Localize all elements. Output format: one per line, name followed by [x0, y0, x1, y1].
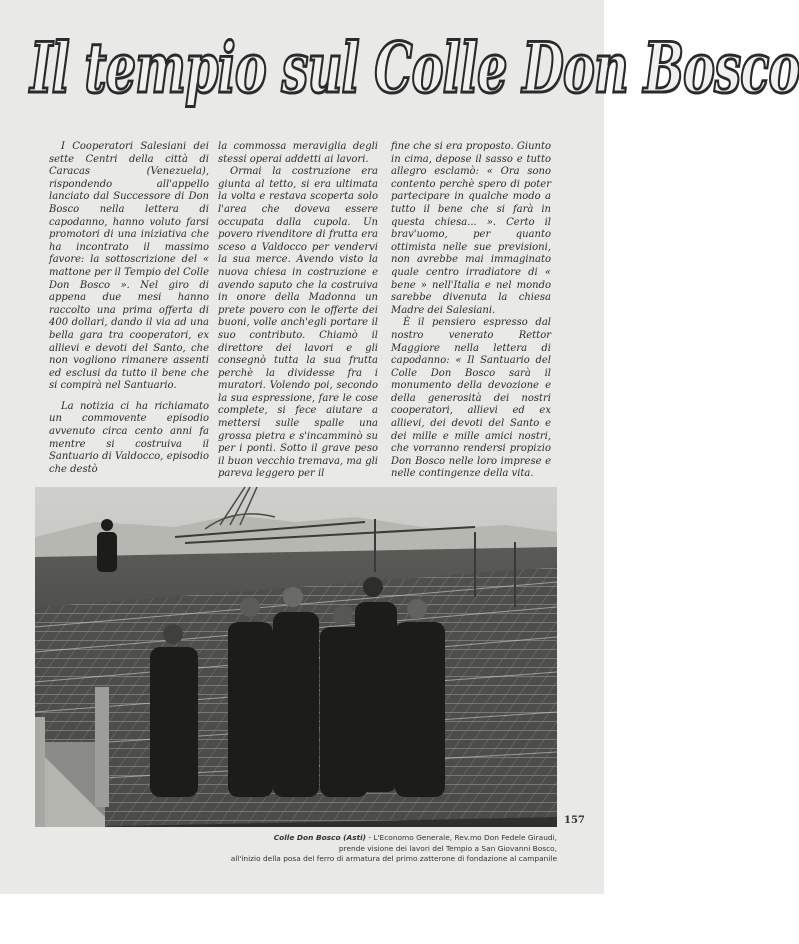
- photo-caption: [120, 833, 557, 865]
- paragraph: La notizia ci ha richiamato un commovente episodio avvenuto circa cento anni fa mentre si costruiva il Santuario di Valdocco, episodio che destò: [49, 400, 209, 475]
- paragraph: la commossa meraviglia degli stessi operai addetti ai lavori.: [218, 141, 378, 165]
- text-column-3: [391, 141, 551, 481]
- paragraph: I Cooperatori Salesiani dei sette Centri della città di Caracas (Venezuela), rispondendo all'appello lanciato dal Successore di Don Bosco nella lettera di capodanno, hanno voluto farsi promotori di una iniziativa che ha incontrato il massimo favore: la sottoscrizione del « mattone per il Tempio del Colle Don Bosco ». Nel giro di appena due mesi hanno raccolto una prima offerta di 400 dollari, dando il via ad una bella gara tra cooperatori, ex allievi e devoti del Santo, che non vogliono rimanere assenti ed esclusi da tutto il bene che si compirà nel Santuario.: [49, 141, 209, 392]
- paragraph: Ormai la costruzione era giunta al tetto, si era ultimata la volta e restava scoperta solo l'area che doveva essere occupata dalla cupola. Un povero rivenditore di frutta era sceso a Valdocco per vendervi la sua merce. Avendo visto la nuova chiesa in costruzione e avendo saputo che la costruiva in onore della Madonna un prete povero con le offerte dei buoni, volle anch'egli portare il suo contributo. Chiamò il direttore dei lavori e gli consegnò tutta la sua frutta perchè la dividesse fra i muratori. Volendo poi, secondo la sua espressione, fare le cose complete, si fece aiutare a mettersi sulle spalle una grossa pietra e s'incamminò su per i ponti. Sotto il grave peso il buon vecchio tremava, ma gli pareva leggero per il: [218, 166, 378, 480]
- paragraph: È il pensiero espresso dal nostro venerato Rettor Maggiore nella lettera di capodanno: « Il Santuario del Colle Don Bosco sarà il monumento della devozione e della generosità dei nostri cooperatori, allievi ed ex allievi, dei devoti del Santo e dei mille e mille amici nostri, che vorranno rendersi propizio Don Bosco nelle loro imprese e nelle contingenze della vita.: [391, 317, 551, 480]
- caption-line-2: prende visione dei lavori del Tempio a San Giovanni Bosco,: [338, 843, 557, 853]
- page-number: 157: [564, 815, 585, 826]
- text-column-1: [49, 141, 209, 476]
- construction-photo-illustration: [35, 487, 557, 827]
- text-column-2: [218, 141, 378, 481]
- caption-line-3: all'inizio della posa del ferro di armatura del primo zatterone di fondazione al campanile: [230, 854, 557, 863]
- caption-line-1: [120, 833, 557, 844]
- caption-place: Colle Don Bosco (Asti): [273, 833, 367, 842]
- article-title: Il tempio sul Colle Don Bosco: [30, 28, 799, 110]
- caption-text-1: - L'Economo Generale, Rev.mo Don Fedele Giraudi,: [366, 833, 557, 842]
- paragraph: fine che si era proposto. Giunto in cima, depose il sasso e tutto allegro esclamò: « Ora sono contento perchè spero di poter partecipare in qualche modo a tutto il bene che si farà in questa chiesa... ». Certo il brav'uomo, per quanto ottimista nelle sue previsioni, non avrebbe mai immaginato quale centro irradiatore di « bene » nell'Italia e nel mondo sarebbe divenuta la chiesa Madre dei Salesiani.: [391, 141, 551, 316]
- construction-photo: [35, 487, 557, 827]
